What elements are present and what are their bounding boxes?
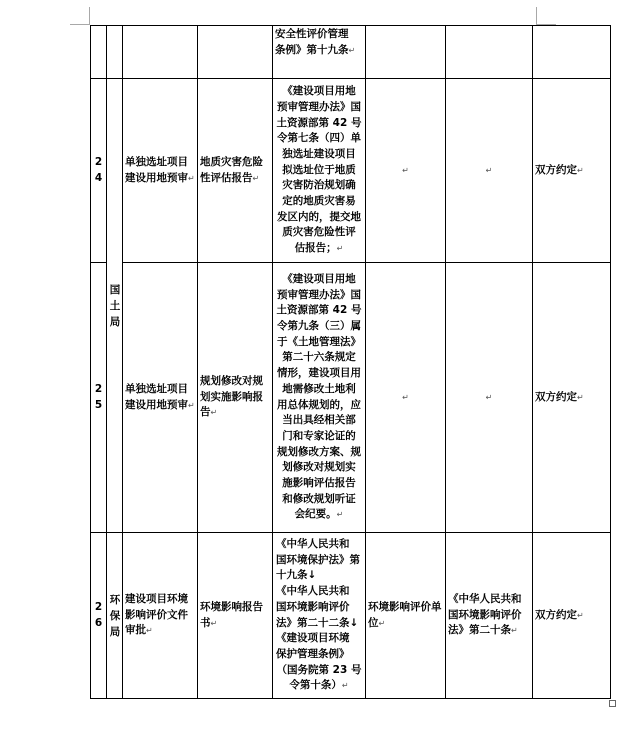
required-material-cell: 环境影响报告书↵ <box>198 533 273 699</box>
legal-basis-line: 施影响评估报告 <box>282 477 356 490</box>
approval-item-cell: 建设项目环境影响评价文件审批↵ <box>123 533 198 699</box>
issuing-unit-cell: ↵ <box>366 263 446 533</box>
issuing-unit-cell <box>366 26 446 79</box>
required-material-cell <box>198 26 273 79</box>
legal-basis-line: 拟选址位于地质 <box>282 163 356 176</box>
department-cell <box>107 26 123 79</box>
legal-basis-line: 当出具经相关部 <box>282 414 356 427</box>
legal-basis-line: 发区内的，提交地 <box>277 210 361 223</box>
department-cell <box>107 79 123 533</box>
legal-basis-line: 土资源部第 42 号 <box>276 116 362 129</box>
issuing-unit-cell: 环境影响评价单位↵ <box>366 533 446 699</box>
legal-basis-line: 令第九条（三）属 <box>277 319 361 332</box>
legal-basis-line: 规划修改方案、规 <box>277 445 361 458</box>
department-label: 国土局 <box>109 283 121 328</box>
charging-method-cell: 双方约定↵ <box>533 263 611 533</box>
table-row <box>91 79 611 263</box>
document-table <box>90 25 611 699</box>
legal-basis-line: 条例》第十九条↵ <box>275 43 356 56</box>
legal-basis-line: 《中华人民共和 <box>276 585 350 598</box>
issuing-unit-cell: ↵ <box>366 79 446 263</box>
legal-basis-line: 第二十六条规定 <box>282 351 356 364</box>
legal-basis-line: 国环境影响评价 <box>276 600 350 613</box>
legal-basis-line: 情形，建设项目用 <box>277 367 361 380</box>
department-cell <box>107 533 123 699</box>
legal-basis-line: 会纪要。↵ <box>294 508 344 521</box>
legal-basis-line: 国环境保护法》第 <box>276 553 360 566</box>
row-number-cell: 26 <box>91 533 107 699</box>
legal-basis-line: 质灾害危险性评 <box>282 226 356 239</box>
legal-basis-line: （国务院第 23 号 <box>276 663 362 676</box>
approval-item-cell: 单独选址项目建设用地预审↵ <box>123 263 198 533</box>
row-number-cell: 24 <box>91 79 107 263</box>
legal-basis-line: 《建设项目用地 <box>282 272 356 285</box>
row-number-cell: 25 <box>91 263 107 533</box>
legal-basis-line: 用总体规划的，应 <box>277 398 361 411</box>
issuer-basis-cell: 《中华人民共和国环境影响评价法》第二十条↵ <box>446 533 533 699</box>
table-row <box>91 26 611 79</box>
table-end-marker <box>609 700 616 707</box>
legal-basis-line: 法》第二十二条↓ <box>276 616 359 629</box>
legal-basis-line: 于《土地管理法》 <box>277 335 361 348</box>
legal-basis-line: 地需修改土地利 <box>282 382 356 395</box>
legal-basis-line: 《建设项目用地 <box>282 85 356 98</box>
legal-basis-line: 预审管理办法》国 <box>277 100 361 113</box>
legal-basis-line: 灾害防治规划确 <box>282 179 356 192</box>
issuer-basis-cell: ↵ <box>446 263 533 533</box>
legal-basis-line: 土资源部第 42 号 <box>276 304 362 317</box>
legal-basis-cell <box>273 263 366 533</box>
issuer-basis-cell <box>446 26 533 79</box>
table-row <box>91 263 611 533</box>
legal-basis-cell <box>273 79 366 263</box>
crop-mark-top-left-horizontal <box>70 24 90 25</box>
legal-basis-line: 令第七条（四）单 <box>277 132 361 145</box>
legal-basis-line: 划修改对规划实 <box>282 461 356 474</box>
charging-method-cell: 双方约定↵ <box>533 533 611 699</box>
table-row <box>91 533 611 699</box>
legal-basis-line: 《中华人民共和 <box>276 537 350 550</box>
legal-basis-cell <box>273 533 366 699</box>
legal-basis-cell <box>273 26 366 79</box>
legal-basis-line: 保护管理条例》 <box>276 647 350 660</box>
legal-basis-line: 独选址建设项目 <box>282 147 356 160</box>
legal-basis-line: 预审管理办法》国 <box>277 288 361 301</box>
crop-mark-top-right-vertical <box>536 7 537 25</box>
crop-mark-top-left-vertical <box>89 7 90 25</box>
approval-item-cell <box>123 26 198 79</box>
legal-basis-line: 安全性评价管理 <box>275 28 349 40</box>
issuer-basis-cell: ↵ <box>446 79 533 263</box>
charging-method-cell <box>533 26 611 79</box>
legal-basis-line: 十九条↓ <box>276 569 317 582</box>
legal-basis-line: 定的地质灾害易 <box>282 195 356 208</box>
legal-basis-line: 估报告；↵ <box>294 242 344 255</box>
approval-item-cell: 单独选址项目建设用地预审↵ <box>123 79 198 263</box>
legal-basis-line: 和修改规划听证 <box>282 492 356 505</box>
department-label: 环保局 <box>109 593 121 638</box>
row-number-cell <box>91 26 107 79</box>
charging-method-cell: 双方约定↵ <box>533 79 611 263</box>
required-material-cell: 规划修改对规划实施影响报告↵ <box>198 263 273 533</box>
legal-basis-line: 令第十条）↵ <box>289 679 349 692</box>
legal-basis-line: 《建设项目环境 <box>276 632 350 645</box>
required-material-cell: 地质灾害危险性评估报告↵ <box>198 79 273 263</box>
legal-basis-line: 门和专家论证的 <box>282 429 356 442</box>
